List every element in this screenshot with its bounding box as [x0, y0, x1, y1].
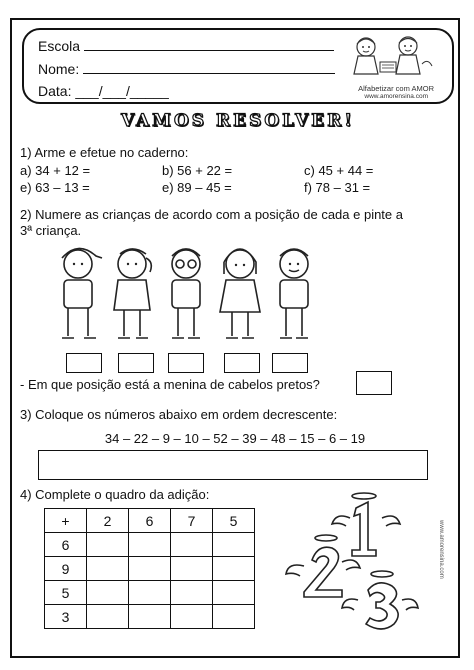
addition-table-col-header: 2 [87, 509, 129, 533]
name-blank[interactable] [83, 61, 335, 74]
addition-table-cell[interactable] [213, 581, 255, 605]
q1-prompt: 1) Arme e efetue no caderno: [20, 145, 189, 160]
addition-table-col-header: 5 [213, 509, 255, 533]
q3-answer-box[interactable] [38, 450, 428, 480]
addition-table-cell[interactable] [87, 581, 129, 605]
addition-table-row-header: 9 [45, 557, 87, 581]
addition-table-cell[interactable] [87, 533, 129, 557]
q3-prompt: 3) Coloque os números abaixo em ordem decrescente: [20, 407, 338, 422]
addition-table-cell[interactable] [129, 581, 171, 605]
q2-question: - Em que posição está a menina de cabelos pretos? [20, 377, 320, 392]
q1-item-d: e) 63 – 13 = [20, 180, 90, 195]
addition-table-cell[interactable] [213, 605, 255, 629]
addition-table-row-header: 3 [45, 605, 87, 629]
worksheet-title: VAMOS RESOLVER! [121, 111, 355, 131]
child-3-position-box[interactable] [168, 353, 204, 373]
date-blank[interactable]: ___/___/_____ [75, 83, 169, 99]
logo-url: www.amorensina.com [364, 93, 428, 100]
addition-table-cell[interactable] [213, 557, 255, 581]
addition-table-cell[interactable] [213, 533, 255, 557]
addition-table-col-header: 7 [171, 509, 213, 533]
school-line [38, 38, 334, 54]
child-1-position-box[interactable] [66, 353, 102, 373]
q4-prompt: 4) Complete o quadro da adição: [20, 487, 210, 502]
q1-item-a: a) 34 + 12 = [20, 163, 91, 178]
addition-table-row-header: 6 [45, 533, 87, 557]
child-4-position-box[interactable] [224, 353, 260, 373]
addition-table-header-row [45, 509, 255, 533]
winged-numbers-illustration [284, 488, 434, 638]
addition-table-row [45, 581, 255, 605]
q1-item-e: e) 89 – 45 = [162, 180, 232, 195]
side-watermark-text: www.amorensina.com [438, 520, 444, 579]
logo-title: Alfabetizar com AMOR [358, 84, 434, 93]
addition-table-cell[interactable] [171, 533, 213, 557]
addition-table-cell[interactable] [129, 557, 171, 581]
child-2-position-box[interactable] [118, 353, 154, 373]
q2-prompt-line-2: 3ª criança. [20, 223, 82, 238]
addition-table-cell[interactable] [171, 605, 213, 629]
child-5-position-box[interactable] [272, 353, 308, 373]
q2-prompt-line-1: 2) Numere as crianças de acordo com a posição de cada e pinte a [20, 207, 403, 222]
name-line [38, 61, 335, 77]
logo-kids-icon [342, 34, 438, 80]
dark-haired-girl-answer-box[interactable] [356, 371, 392, 395]
date-line [38, 83, 169, 99]
header-box [22, 28, 454, 104]
school-label: Escola [38, 38, 81, 54]
addition-table-corner-plus: + [45, 509, 87, 533]
date-label: Data: [38, 83, 72, 99]
addition-table [44, 508, 255, 629]
q1-item-b: b) 56 + 22 = [162, 163, 233, 178]
addition-table-cell[interactable] [171, 557, 213, 581]
addition-table-col-header: 6 [129, 509, 171, 533]
addition-table-cell[interactable] [87, 605, 129, 629]
q1-item-c: c) 45 + 44 = [304, 163, 374, 178]
addition-table-cell[interactable] [129, 533, 171, 557]
addition-table-cell[interactable] [171, 581, 213, 605]
addition-table-row [45, 605, 255, 629]
addition-table-row [45, 557, 255, 581]
q3-number-sequence: 34 – 22 – 9 – 10 – 52 – 39 – 48 – 15 – 6 – 19 [104, 431, 366, 446]
children-illustration [48, 240, 318, 348]
addition-table-cell[interactable] [87, 557, 129, 581]
q1-item-f: f) 78 – 31 = [304, 180, 371, 195]
addition-table-row-header: 5 [45, 581, 87, 605]
addition-table-row [45, 533, 255, 557]
addition-table-cell[interactable] [129, 605, 171, 629]
school-blank[interactable] [84, 38, 334, 51]
name-label: Nome: [38, 61, 80, 77]
